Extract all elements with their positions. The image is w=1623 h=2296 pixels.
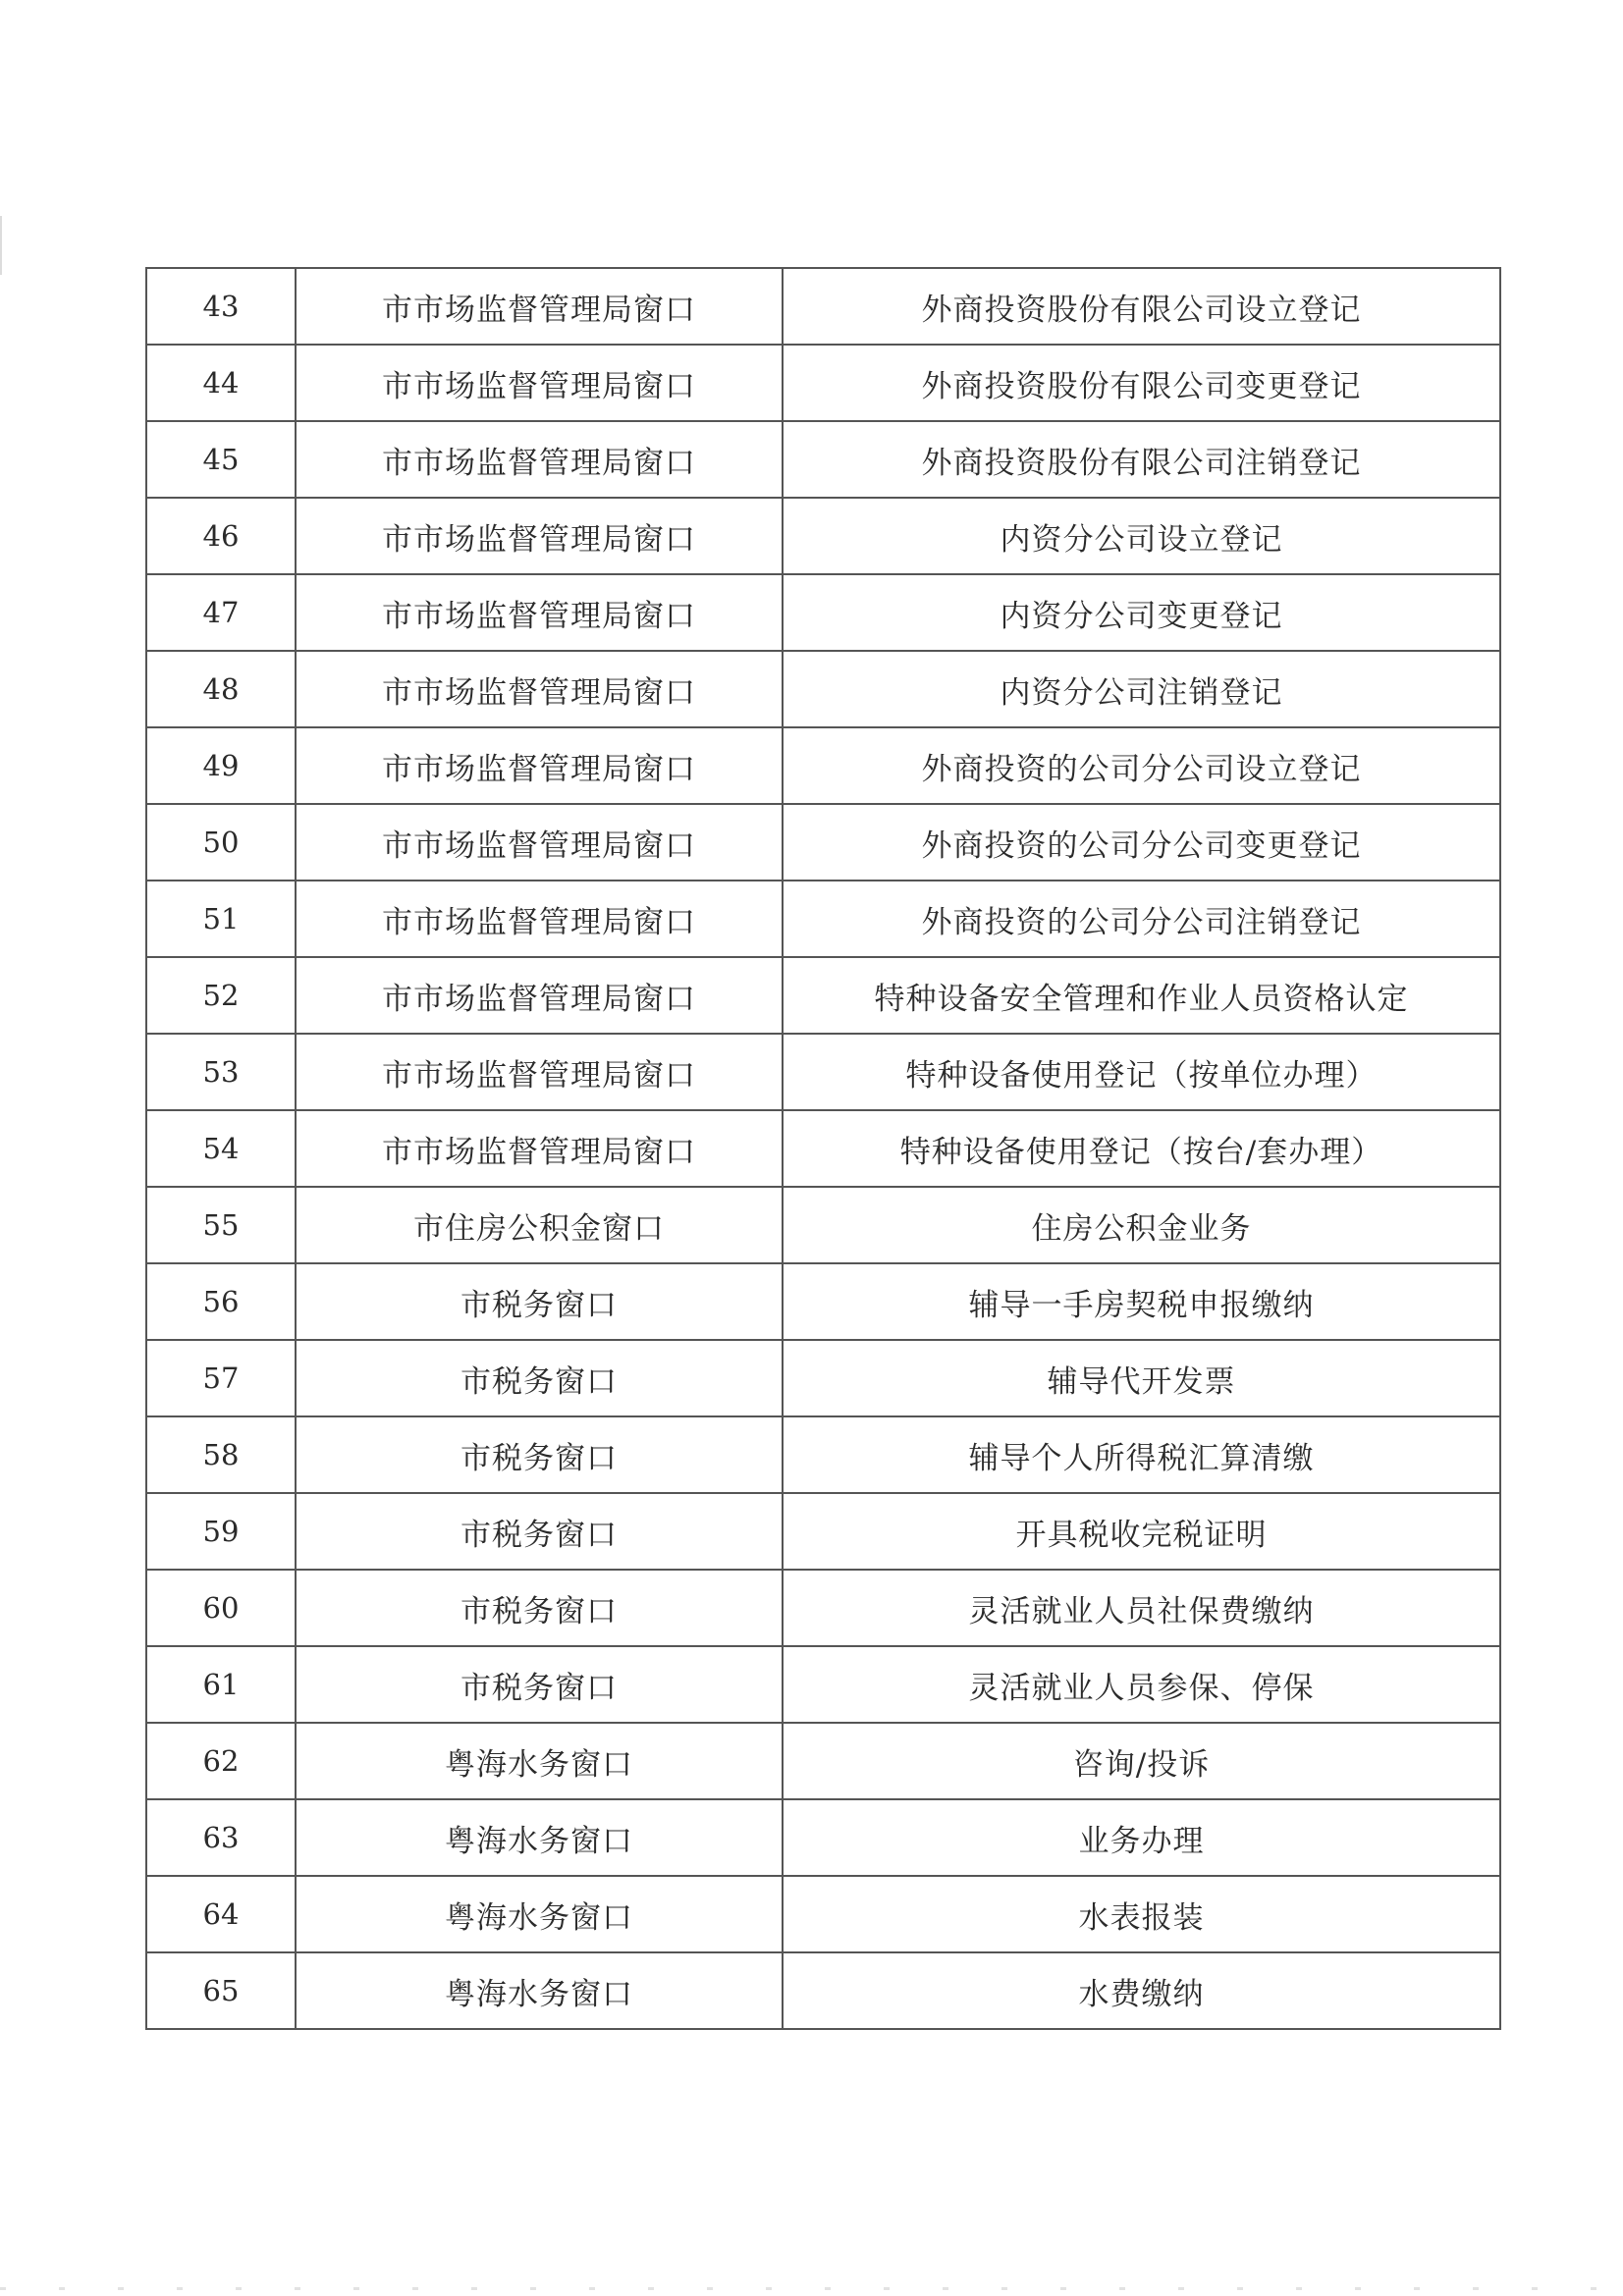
table-row xyxy=(146,1646,1500,1723)
table-row xyxy=(146,1952,1500,2029)
table-row xyxy=(146,881,1500,957)
scan-bottom-noise xyxy=(0,2287,1623,2290)
service-item-cell: 辅导一手房契税申报缴纳 xyxy=(783,1263,1500,1340)
row-number-cell: 48 xyxy=(146,651,296,727)
service-window-cell: 市税务窗口 xyxy=(296,1570,783,1646)
service-window-cell: 市市场监督管理局窗口 xyxy=(296,881,783,957)
service-item-cell: 开具税收完税证明 xyxy=(783,1493,1500,1570)
service-window-cell: 粤海水务窗口 xyxy=(296,1952,783,2029)
service-items-table xyxy=(145,267,1501,2030)
service-window-cell: 市市场监督管理局窗口 xyxy=(296,574,783,651)
service-window-cell: 市市场监督管理局窗口 xyxy=(296,1110,783,1187)
service-item-cell: 水表报装 xyxy=(783,1876,1500,1952)
table-body xyxy=(146,268,1500,2029)
service-window-cell: 市税务窗口 xyxy=(296,1340,783,1416)
table-row xyxy=(146,345,1500,421)
table-row xyxy=(146,1034,1500,1110)
table-row xyxy=(146,1187,1500,1263)
table-row xyxy=(146,1416,1500,1493)
row-number-cell: 45 xyxy=(146,421,296,498)
row-number-cell: 62 xyxy=(146,1723,296,1799)
table-row xyxy=(146,498,1500,574)
service-item-cell: 咨询/投诉 xyxy=(783,1723,1500,1799)
row-number-cell: 52 xyxy=(146,957,296,1034)
row-number-cell: 58 xyxy=(146,1416,296,1493)
service-item-cell: 灵活就业人员参保、停保 xyxy=(783,1646,1500,1723)
service-item-cell: 外商投资的公司分公司注销登记 xyxy=(783,881,1500,957)
service-window-cell: 市住房公积金窗口 xyxy=(296,1187,783,1263)
service-window-cell: 市税务窗口 xyxy=(296,1416,783,1493)
service-item-cell: 辅导代开发票 xyxy=(783,1340,1500,1416)
service-item-cell: 特种设备使用登记（按台/套办理） xyxy=(783,1110,1500,1187)
service-window-cell: 市市场监督管理局窗口 xyxy=(296,651,783,727)
service-window-cell: 粤海水务窗口 xyxy=(296,1876,783,1952)
row-number-cell: 54 xyxy=(146,1110,296,1187)
service-window-cell: 市市场监督管理局窗口 xyxy=(296,498,783,574)
table-row xyxy=(146,1110,1500,1187)
service-window-cell: 市市场监督管理局窗口 xyxy=(296,421,783,498)
service-window-cell: 市市场监督管理局窗口 xyxy=(296,345,783,421)
table-row xyxy=(146,727,1500,804)
row-number-cell: 61 xyxy=(146,1646,296,1723)
row-number-cell: 46 xyxy=(146,498,296,574)
table-row xyxy=(146,1799,1500,1876)
table-row xyxy=(146,957,1500,1034)
service-window-cell: 市税务窗口 xyxy=(296,1263,783,1340)
service-window-cell: 市税务窗口 xyxy=(296,1493,783,1570)
row-number-cell: 65 xyxy=(146,1952,296,2029)
table-row xyxy=(146,1340,1500,1416)
table-row xyxy=(146,1570,1500,1646)
table-row xyxy=(146,1876,1500,1952)
service-item-cell: 水费缴纳 xyxy=(783,1952,1500,2029)
row-number-cell: 53 xyxy=(146,1034,296,1110)
table-row xyxy=(146,421,1500,498)
service-item-cell: 外商投资股份有限公司注销登记 xyxy=(783,421,1500,498)
service-item-cell: 辅导个人所得税汇算清缴 xyxy=(783,1416,1500,1493)
service-window-cell: 市市场监督管理局窗口 xyxy=(296,727,783,804)
table-row xyxy=(146,574,1500,651)
service-item-cell: 住房公积金业务 xyxy=(783,1187,1500,1263)
service-item-cell: 灵活就业人员社保费缴纳 xyxy=(783,1570,1500,1646)
row-number-cell: 60 xyxy=(146,1570,296,1646)
service-item-cell: 外商投资的公司分公司设立登记 xyxy=(783,727,1500,804)
table-row xyxy=(146,268,1500,345)
service-item-cell: 外商投资的公司分公司变更登记 xyxy=(783,804,1500,881)
service-window-cell: 市市场监督管理局窗口 xyxy=(296,804,783,881)
service-item-cell: 内资分公司设立登记 xyxy=(783,498,1500,574)
row-number-cell: 64 xyxy=(146,1876,296,1952)
service-window-cell: 粤海水务窗口 xyxy=(296,1799,783,1876)
table-row xyxy=(146,1723,1500,1799)
service-item-cell: 特种设备安全管理和作业人员资格认定 xyxy=(783,957,1500,1034)
service-item-cell: 内资分公司变更登记 xyxy=(783,574,1500,651)
row-number-cell: 51 xyxy=(146,881,296,957)
service-window-cell: 市市场监督管理局窗口 xyxy=(296,268,783,345)
service-item-cell: 内资分公司注销登记 xyxy=(783,651,1500,727)
table-row xyxy=(146,651,1500,727)
row-number-cell: 59 xyxy=(146,1493,296,1570)
service-window-cell: 市税务窗口 xyxy=(296,1646,783,1723)
row-number-cell: 57 xyxy=(146,1340,296,1416)
service-item-cell: 特种设备使用登记（按单位办理） xyxy=(783,1034,1500,1110)
service-item-cell: 外商投资股份有限公司变更登记 xyxy=(783,345,1500,421)
row-number-cell: 50 xyxy=(146,804,296,881)
row-number-cell: 47 xyxy=(146,574,296,651)
table-row xyxy=(146,804,1500,881)
service-window-cell: 粤海水务窗口 xyxy=(296,1723,783,1799)
service-window-cell: 市市场监督管理局窗口 xyxy=(296,957,783,1034)
scan-edge-mark xyxy=(0,216,2,275)
row-number-cell: 63 xyxy=(146,1799,296,1876)
service-item-cell: 业务办理 xyxy=(783,1799,1500,1876)
service-item-cell: 外商投资股份有限公司设立登记 xyxy=(783,268,1500,345)
table-row xyxy=(146,1493,1500,1570)
row-number-cell: 56 xyxy=(146,1263,296,1340)
row-number-cell: 49 xyxy=(146,727,296,804)
row-number-cell: 43 xyxy=(146,268,296,345)
row-number-cell: 55 xyxy=(146,1187,296,1263)
service-window-cell: 市市场监督管理局窗口 xyxy=(296,1034,783,1110)
table-row xyxy=(146,1263,1500,1340)
row-number-cell: 44 xyxy=(146,345,296,421)
